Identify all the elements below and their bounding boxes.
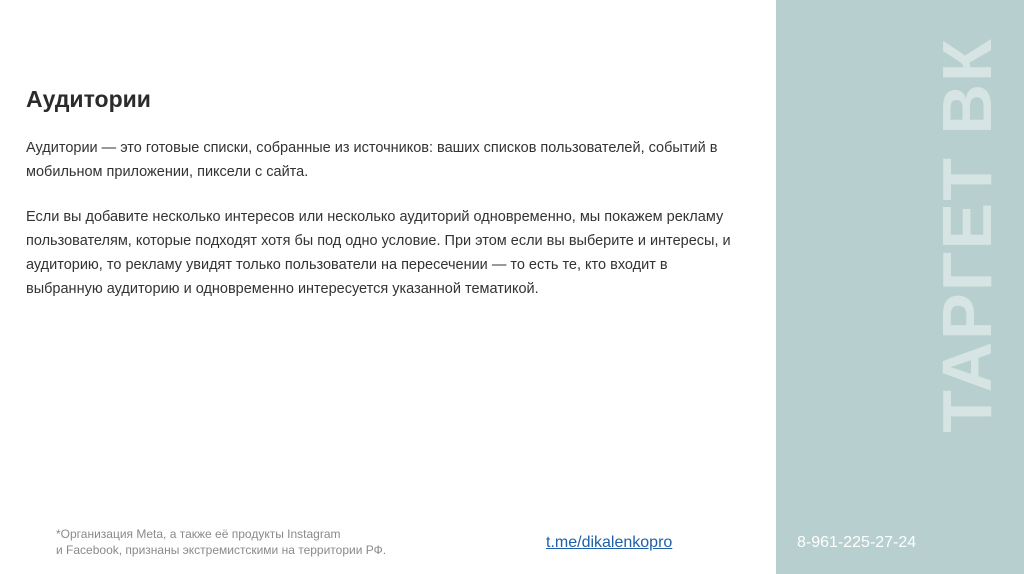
side-title: ТАРГЕТ ВК <box>928 37 1006 433</box>
footnote <box>56 526 436 558</box>
telegram-link[interactable]: t.me/dikalenkopro <box>546 534 673 551</box>
paragraph-targeting-rules: Если вы добавите несколько интересов или несколько аудиторий одновременно, мы покажем рекламу пользователям, которые подходят хотя бы под одно условие. При этом если вы выберите и интересы, и аудиторию, то рекламу увидят только пользователи на пересечении — то есть те, кто входит в выбранную аудиторию и одновременно интересуется указанной тематикой. <box>26 209 731 297</box>
paragraph-audiences-definition: Аудитории — это готовые списки, собранные из источников: ваших списков пользователей, событий в мобильном приложении, пиксели с сайта. <box>26 140 718 180</box>
phone-number: 8-961-225-27-24 <box>797 534 917 551</box>
slide-title: Аудитории <box>26 86 151 112</box>
footnote-line-2: и Facebook, признаны экстремистскими на территории РФ. <box>56 543 387 557</box>
footnote-line-1: *Организация Meta, а также её продукты Instagram <box>56 527 341 541</box>
